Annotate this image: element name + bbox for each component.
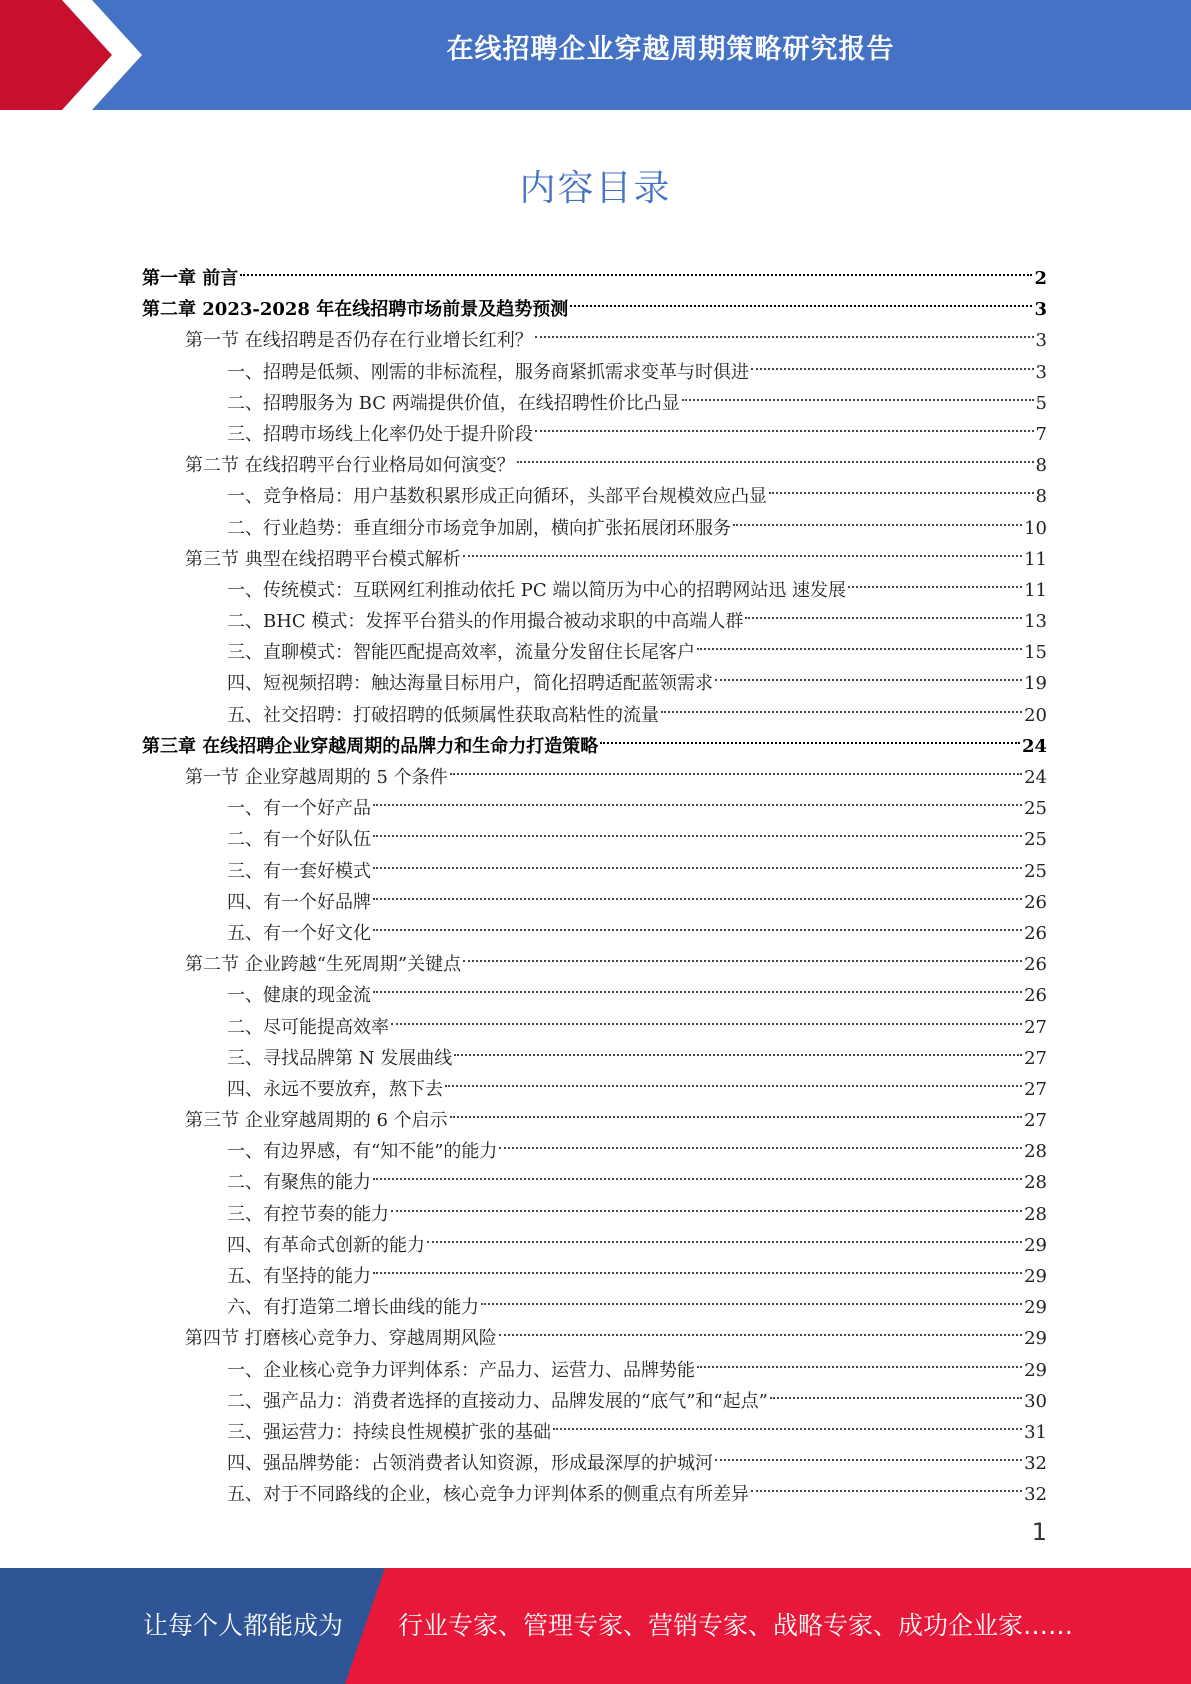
toc-entry-text: 一、企业核心竞争力评判体系：产品力、运营力、品牌势能 bbox=[227, 1359, 695, 1381]
toc-entry-text: 第二章 2023-2028 年在线招聘市场前景及趋势预测 bbox=[142, 299, 569, 321]
toc-entry-page: 32 bbox=[1024, 1453, 1047, 1475]
dot-leader bbox=[373, 1157, 1022, 1188]
toc-entry-text: 第三章 在线招聘企业穿越周期的品牌力和生命力打造策略 bbox=[142, 735, 599, 757]
toc-entry-text: 二、招聘服务为 BC 两端提供价值，在线招聘性价比凸显 bbox=[227, 392, 680, 414]
dot-leader bbox=[553, 1407, 1022, 1438]
dot-leader bbox=[661, 690, 1022, 721]
toc-entry-text: 第三节 典型在线招聘平台模式解析 bbox=[185, 548, 461, 570]
toc-entry-text: 二、尽可能提高效率 bbox=[227, 1016, 389, 1038]
dot-leader bbox=[733, 503, 1022, 534]
dot-leader bbox=[848, 565, 1022, 596]
toc-entry-page: 19 bbox=[1024, 673, 1047, 695]
toc-entry-text: 第二节 企业跨越“生死周期”关键点 bbox=[185, 954, 462, 976]
toc-entry-page: 29 bbox=[1024, 1266, 1047, 1287]
toc-entry-page: 28 bbox=[1024, 1203, 1047, 1225]
toc-entry-page: 26 bbox=[1024, 922, 1047, 944]
toc-entry-page: 30 bbox=[1024, 1390, 1047, 1412]
dot-leader bbox=[391, 1189, 1022, 1220]
dot-leader bbox=[600, 721, 1020, 752]
toc-entry-text: 五、有坚持的能力 bbox=[227, 1266, 371, 1287]
toc-entry-text: 二、强产品力：消费者选择的直接动力、品牌发展的“底气”和“起点” bbox=[227, 1390, 768, 1412]
toc-entry-page: 8 bbox=[1035, 486, 1047, 508]
toc-entry-page: 20 bbox=[1024, 704, 1047, 726]
dot-leader bbox=[715, 1438, 1022, 1469]
dot-leader bbox=[427, 1220, 1022, 1251]
toc-entry-text: 一、健康的现金流 bbox=[227, 985, 371, 1007]
dot-leader bbox=[697, 627, 1022, 658]
dot-leader bbox=[463, 939, 1022, 970]
page-footer bbox=[0, 1568, 1191, 1684]
dot-leader bbox=[769, 471, 1034, 502]
toc-entry-text: 第二节 在线招聘平台行业格局如何演变？ bbox=[185, 455, 515, 477]
toc-entry-page: 29 bbox=[1024, 1328, 1047, 1350]
toc-entry-page: 24 bbox=[1021, 735, 1047, 757]
dot-leader bbox=[682, 378, 1034, 409]
dot-leader bbox=[373, 846, 1022, 877]
toc-entry-text: 五、对于不同路线的企业，核心竞争力评判体系的侧重点有所差异 bbox=[227, 1484, 749, 1506]
toc-entry-page: 27 bbox=[1024, 1110, 1047, 1132]
toc-entry-page: 31 bbox=[1024, 1421, 1047, 1443]
toc-entry-text: 第四节 打磨核心竞争力、穿越周期风险 bbox=[185, 1328, 497, 1350]
toc-entry-page: 28 bbox=[1024, 1172, 1047, 1194]
toc-entry-text: 一、竞争格局：用户基数积累形成正向循环，头部平台规模效应凸显 bbox=[227, 486, 767, 508]
toc-entry-text: 一、传统模式：互联网红利推动依托 PC 端以简历为中心的招聘网站迅 速发展 bbox=[227, 579, 847, 601]
dot-leader bbox=[450, 752, 1022, 783]
toc-entry-text: 三、寻找品牌第 N 发展曲线 bbox=[227, 1047, 453, 1069]
table-of-contents bbox=[142, 253, 1047, 1506]
dot-leader bbox=[751, 347, 1034, 378]
dot-leader bbox=[450, 1095, 1022, 1126]
toc-entry-page: 5 bbox=[1035, 392, 1047, 414]
toc-entry-page: 27 bbox=[1024, 1047, 1047, 1069]
dot-leader bbox=[373, 908, 1022, 939]
page-header bbox=[0, 0, 1191, 110]
toc-entry-text: 四、永远不要放弃，熬下去 bbox=[227, 1078, 443, 1100]
toc-entry-text: 第一节 企业穿越周期的 5 个条件 bbox=[185, 767, 448, 788]
toc-entry-page: 3 bbox=[1035, 361, 1047, 383]
toc-entry-text: 四、短视频招聘：触达海量目标用户，简化招聘适配蓝领需求 bbox=[227, 673, 713, 695]
toc-entry-page: 29 bbox=[1024, 1359, 1047, 1381]
dot-leader bbox=[373, 814, 1022, 845]
toc-entry-page: 3 bbox=[1034, 299, 1047, 321]
dot-leader bbox=[373, 970, 1022, 1001]
dot-leader bbox=[499, 1313, 1022, 1344]
toc-entry-page: 13 bbox=[1024, 611, 1047, 633]
dot-leader bbox=[570, 284, 1032, 315]
dot-leader bbox=[454, 1033, 1022, 1064]
toc-entry-text: 一、有边界感，有“知不能”的能力 bbox=[227, 1141, 498, 1163]
footer-slogan-right: 行业专家、管理专家、营销专家、战略专家、成功企业家…… bbox=[398, 1611, 1074, 1640]
report-title: 在线招聘企业穿越周期策略研究报告 bbox=[446, 34, 895, 65]
toc-entry-page: 26 bbox=[1024, 985, 1047, 1007]
dot-leader bbox=[745, 596, 1022, 627]
toc-entry-text: 六、有打造第二增长曲线的能力 bbox=[227, 1297, 479, 1319]
toc-entry-page: 29 bbox=[1024, 1297, 1047, 1319]
toc-entry-page: 10 bbox=[1024, 517, 1047, 539]
toc-entry-text: 三、直聊模式：智能匹配提高效率，流量分发留住长尾客户 bbox=[227, 642, 695, 664]
dot-leader bbox=[373, 783, 1022, 814]
toc-entry-text: 四、有一个好品牌 bbox=[227, 891, 371, 913]
dot-leader bbox=[751, 1469, 1022, 1500]
toc-entry-page: 25 bbox=[1024, 798, 1047, 820]
dot-leader bbox=[373, 1251, 1022, 1282]
toc-entry-page: 26 bbox=[1024, 891, 1047, 913]
toc-entry-text: 一、有一个好产品 bbox=[227, 798, 371, 820]
dot-leader bbox=[715, 658, 1022, 689]
dot-leader bbox=[535, 315, 1034, 346]
dot-leader bbox=[517, 440, 1034, 471]
toc-entry-text: 二、有一个好队伍 bbox=[227, 829, 371, 851]
toc-entry-text: 第一章 前言 bbox=[142, 268, 239, 289]
toc-entry-page: 28 bbox=[1024, 1141, 1047, 1163]
toc-entry-text: 四、强品牌势能：占领消费者认知资源，形成最深厚的护城河 bbox=[227, 1453, 713, 1475]
toc-entry-text: 五、社交招聘：打破招聘的低频属性获取高粘性的流量 bbox=[227, 704, 659, 726]
toc-entry-text: 三、强运营力：持续良性规模扩张的基础 bbox=[227, 1421, 551, 1443]
dot-leader bbox=[445, 1064, 1022, 1095]
toc-entry-text: 第一节 在线招聘是否仍存在行业增长红利？ bbox=[185, 330, 533, 352]
toc-entry-page: 11 bbox=[1024, 579, 1047, 601]
toc-entry-page: 15 bbox=[1024, 642, 1047, 664]
toc-entry-page: 25 bbox=[1024, 829, 1047, 851]
toc-title: 内容目录 bbox=[519, 168, 672, 209]
toc-entry-page: 2 bbox=[1034, 268, 1047, 289]
toc-entry-page: 3 bbox=[1035, 330, 1047, 352]
toc-entry-page: 27 bbox=[1024, 1016, 1047, 1038]
toc-entry-page: 8 bbox=[1035, 455, 1047, 477]
toc-entry-page: 29 bbox=[1024, 1234, 1047, 1256]
toc-entry-text: 四、有革命式创新的能力 bbox=[227, 1234, 425, 1256]
toc-entry-text: 第三节 企业穿越周期的 6 个启示 bbox=[185, 1110, 448, 1132]
dot-leader bbox=[770, 1376, 1022, 1407]
toc-entry-text: 三、有一套好模式 bbox=[227, 860, 371, 882]
toc-entry-text: 三、招聘市场线上化率仍处于提升阶段 bbox=[227, 423, 533, 445]
toc-entry-text: 五、有一个好文化 bbox=[227, 922, 371, 944]
dot-leader bbox=[499, 1126, 1022, 1157]
dot-leader bbox=[373, 877, 1022, 908]
page-number: 1 bbox=[1031, 1518, 1047, 1546]
toc-entry-text: 二、有聚焦的能力 bbox=[227, 1172, 371, 1194]
toc-entry-page: 26 bbox=[1024, 954, 1047, 976]
toc-entry-text: 二、行业趋势：垂直细分市场竞争加剧，横向扩张拓展闭环服务 bbox=[227, 517, 731, 539]
dot-leader bbox=[481, 1282, 1022, 1313]
dot-leader bbox=[463, 534, 1022, 565]
toc-entry-page: 7 bbox=[1035, 423, 1047, 445]
dot-leader bbox=[391, 1002, 1022, 1033]
toc-entry-page: 25 bbox=[1024, 860, 1047, 882]
header-arrow-decoration bbox=[0, 0, 160, 110]
dot-leader bbox=[240, 253, 1032, 284]
toc-entry-text: 一、招聘是低频、刚需的非标流程，服务商紧抓需求变革与时俱进 bbox=[227, 361, 749, 383]
toc-entry[interactable] bbox=[142, 253, 1047, 289]
dot-leader bbox=[535, 409, 1034, 440]
toc-entry-page: 27 bbox=[1024, 1078, 1047, 1100]
toc-entry-text: 二、BHC 模式：发挥平台猎头的作用撮合被动求职的中高端人群 bbox=[227, 611, 744, 633]
toc-entry-page: 11 bbox=[1024, 548, 1047, 570]
toc-entry-page: 32 bbox=[1024, 1484, 1047, 1506]
toc-entry-text: 三、有控节奏的能力 bbox=[227, 1203, 389, 1225]
toc-entry-page: 24 bbox=[1024, 767, 1047, 788]
toc-entry[interactable] bbox=[142, 284, 1047, 321]
dot-leader bbox=[697, 1345, 1022, 1376]
footer-slogan-left: 让每个人都能成为 bbox=[143, 1611, 344, 1640]
